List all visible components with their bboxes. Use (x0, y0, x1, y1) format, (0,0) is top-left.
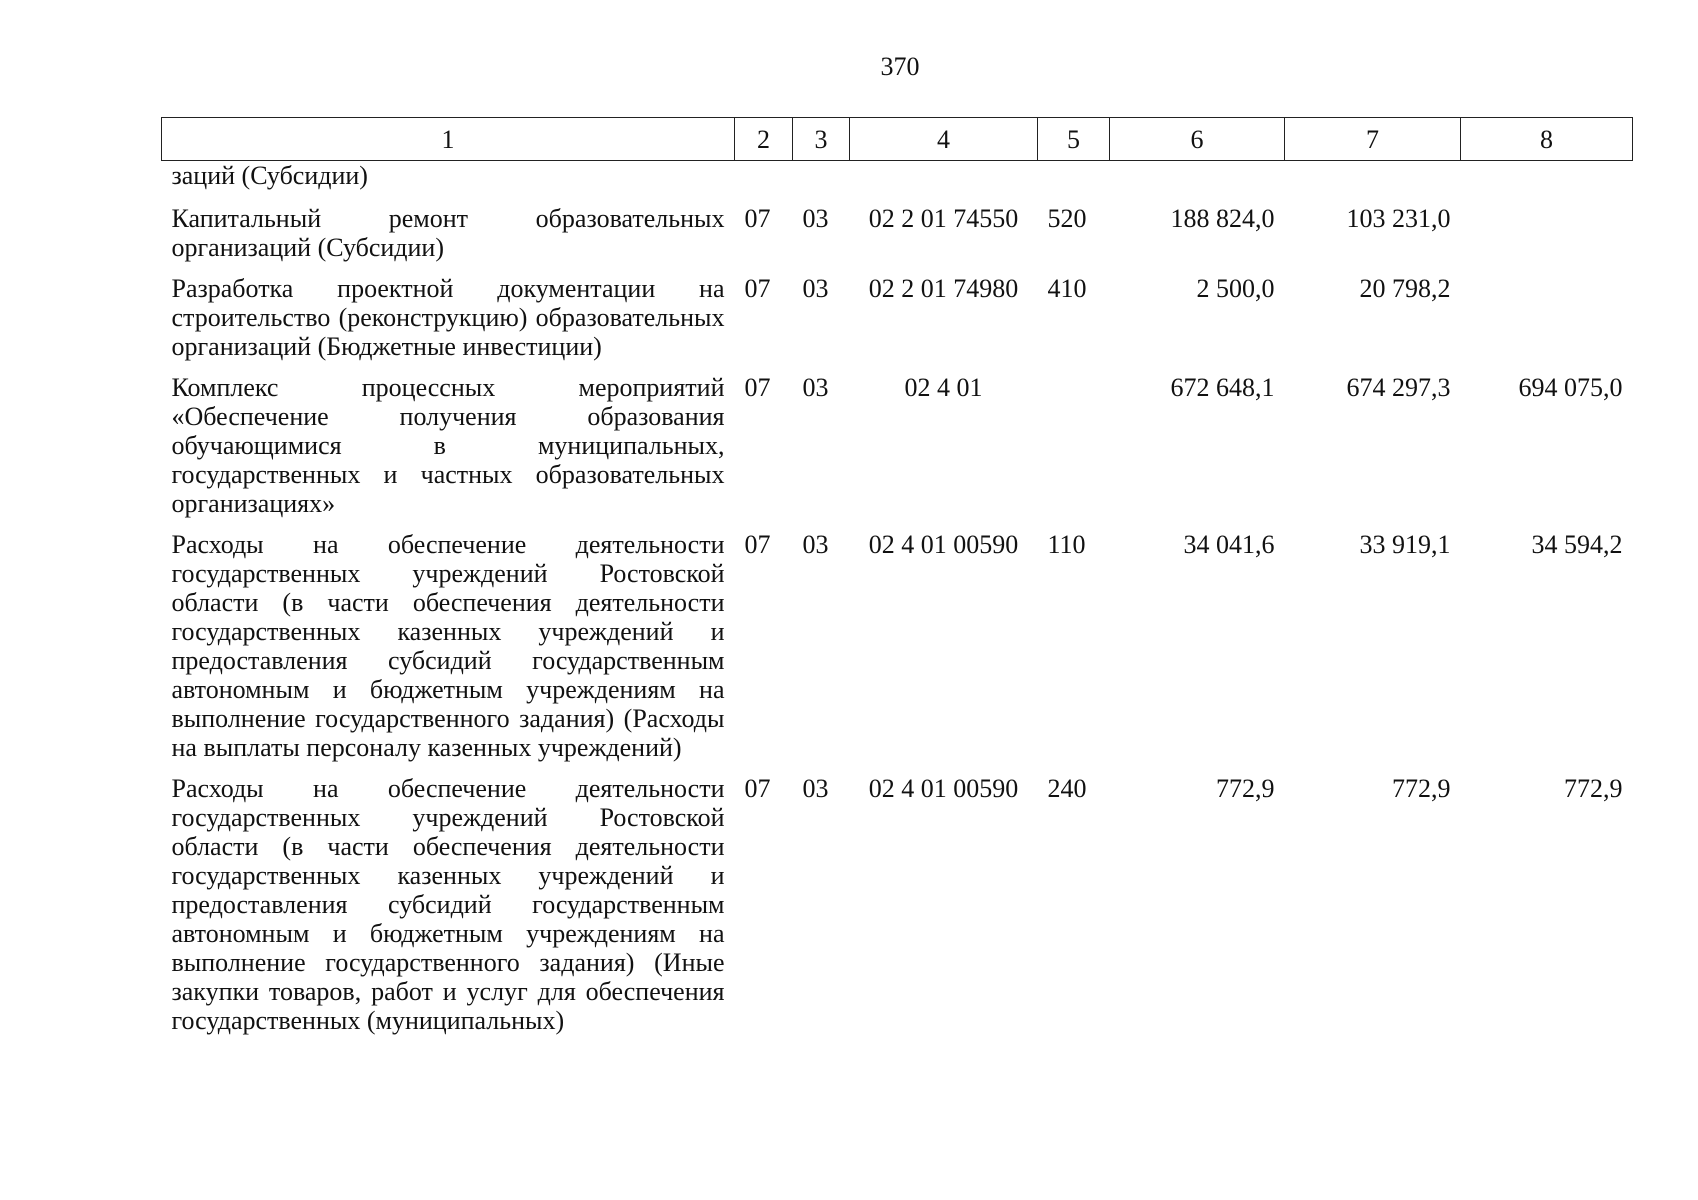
table-row (162, 274, 1633, 373)
row-subsection: 03 (802, 774, 829, 803)
row-amount-col8: 694 075,0 (1518, 373, 1623, 402)
table-row (162, 204, 1633, 274)
row-amount-col7: 103 231,0 (1346, 204, 1451, 233)
row-amount-col7: 33 919,1 (1359, 530, 1451, 559)
budget-table (161, 117, 1633, 1047)
row-amount-col7: 772,9 (1392, 774, 1451, 803)
row-section: 07 (744, 373, 771, 402)
row-name: Разработка проектной документации на строительство (реконструкцию) образовательных организаций (Бюджетные инвестиции) (171, 274, 725, 361)
row-target-code: 02 2 01 74550 (868, 204, 1019, 233)
row-section: 07 (744, 530, 771, 559)
row-expense-type: 240 (1047, 774, 1087, 803)
column-header: 8 (1461, 118, 1633, 161)
row-amount-col6: 772,9 (1216, 774, 1275, 803)
row-amount-col7: 674 297,3 (1346, 373, 1451, 402)
row-amount-col6: 34 041,6 (1183, 530, 1275, 559)
row-amount-col8: 772,9 (1564, 774, 1623, 803)
row-expense-type (1038, 373, 1110, 530)
row-subsection: 03 (802, 373, 829, 402)
continuation-text: заций (Субсидии) (171, 161, 368, 190)
column-header: 5 (1038, 118, 1110, 161)
row-target-code: 02 2 01 74980 (868, 274, 1019, 303)
page-number: 370 (880, 52, 920, 81)
column-header: 7 (1285, 118, 1461, 161)
column-number-header (162, 118, 1633, 161)
table-row (162, 373, 1633, 530)
row-amount-col6: 2 500,0 (1196, 274, 1275, 303)
row-name: Расходы на обеспечение деятельности государственных учреждений Ростовской области (в части обеспечения деятельности государственных казенных учреждений и предоставления субсидий государственным автономным и бюджетным учреждениям на выполнение государственного задания) (Иные закупки товаров, работ и услуг для обеспечения государственных (муниципальных) (171, 774, 725, 1035)
row-section: 07 (744, 274, 771, 303)
table-row (162, 774, 1633, 1047)
row-section: 07 (744, 204, 771, 233)
row-subsection: 03 (802, 274, 829, 303)
row-amount-col7: 20 798,2 (1359, 274, 1451, 303)
row-expense-type: 410 (1047, 274, 1087, 303)
row-amount-col8 (1461, 274, 1633, 373)
row-expense-type: 110 (1047, 530, 1086, 559)
row-amount-col6: 672 648,1 (1170, 373, 1275, 402)
row-subsection: 03 (802, 204, 829, 233)
row-expense-type: 520 (1047, 204, 1087, 233)
column-header: 2 (735, 118, 793, 161)
table-row (162, 530, 1633, 774)
column-header: 1 (162, 118, 735, 161)
row-name: Комплекс процессных мероприятий «Обеспечение получения образования обучающимися в муниципальных, государственных и частных образовательных организациях» (171, 373, 725, 518)
row-amount-col8: 34 594,2 (1531, 530, 1623, 559)
row-name: Расходы на обеспечение деятельности государственных учреждений Ростовской области (в части обеспечения деятельности государственных казенных учреждений и предоставления субсидий государственным автономным и бюджетным учреждениям на выполнение государственного задания) (Расходы на выплаты персоналу казенных учреждений) (171, 530, 725, 762)
column-header: 3 (793, 118, 850, 161)
column-header: 6 (1110, 118, 1285, 161)
row-subsection: 03 (802, 530, 829, 559)
row-name: Капитальный ремонт образовательных организаций (Субсидии) (171, 204, 725, 262)
column-header: 4 (850, 118, 1038, 161)
row-amount-col8 (1461, 204, 1633, 274)
row-target-code: 02 4 01 00590 (868, 774, 1019, 803)
row-amount-col6: 188 824,0 (1170, 204, 1275, 233)
row-section: 07 (744, 774, 771, 803)
row-target-code: 02 4 01 (904, 373, 983, 402)
row-target-code: 02 4 01 00590 (868, 530, 1019, 559)
continuation-row (162, 161, 1633, 205)
budget-table-sheet (161, 117, 1632, 1047)
